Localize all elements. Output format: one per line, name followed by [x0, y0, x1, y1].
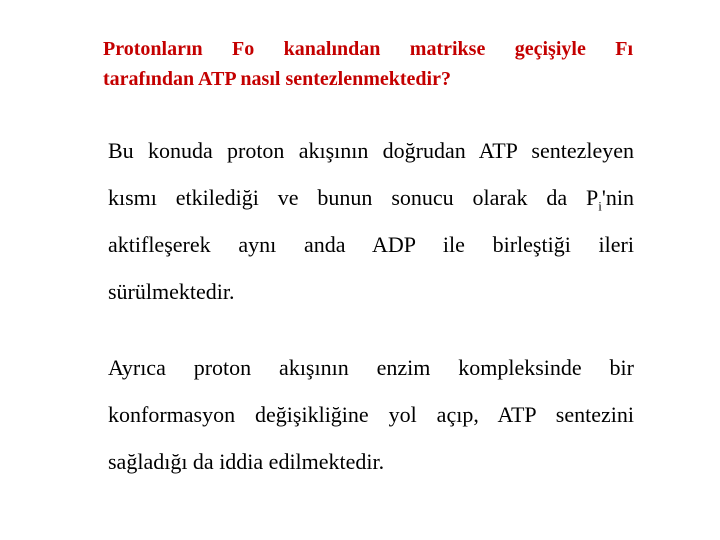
paragraph-line [108, 174, 634, 221]
paragraph-line: Bu konuda proton akışının doğrudan ATP sentezleyen [108, 138, 634, 163]
paragraph-line-text: kısmı etkilediği ve bunun sonucu olarak da P [108, 185, 599, 210]
paragraph-line-text: 'nin [601, 185, 634, 210]
slide-title-line: tarafından ATP nasıl sentezlenmektedir? [103, 68, 451, 90]
slide-title [103, 34, 633, 94]
paragraph-line: Ayrıca proton akışının enzim kompleksinde bir [108, 355, 634, 380]
body-paragraph-2 [108, 344, 634, 485]
body-paragraph-1 [108, 127, 634, 315]
paragraph-line: konformasyon değişikliğine yol açıp, ATP sentezini [108, 402, 634, 427]
paragraph-line: sağladığı da iddia edilmektedir. [108, 449, 385, 474]
paragraph-line: sürülmektedir. [108, 279, 235, 304]
slide-title-line: Protonların Fo kanalından matrikse geçişiyle Fı [103, 38, 633, 60]
paragraph-line: aktifleşerek aynı anda ADP ile birleştiği ileri [108, 232, 634, 257]
phosphate-subscript: i [598, 198, 602, 214]
